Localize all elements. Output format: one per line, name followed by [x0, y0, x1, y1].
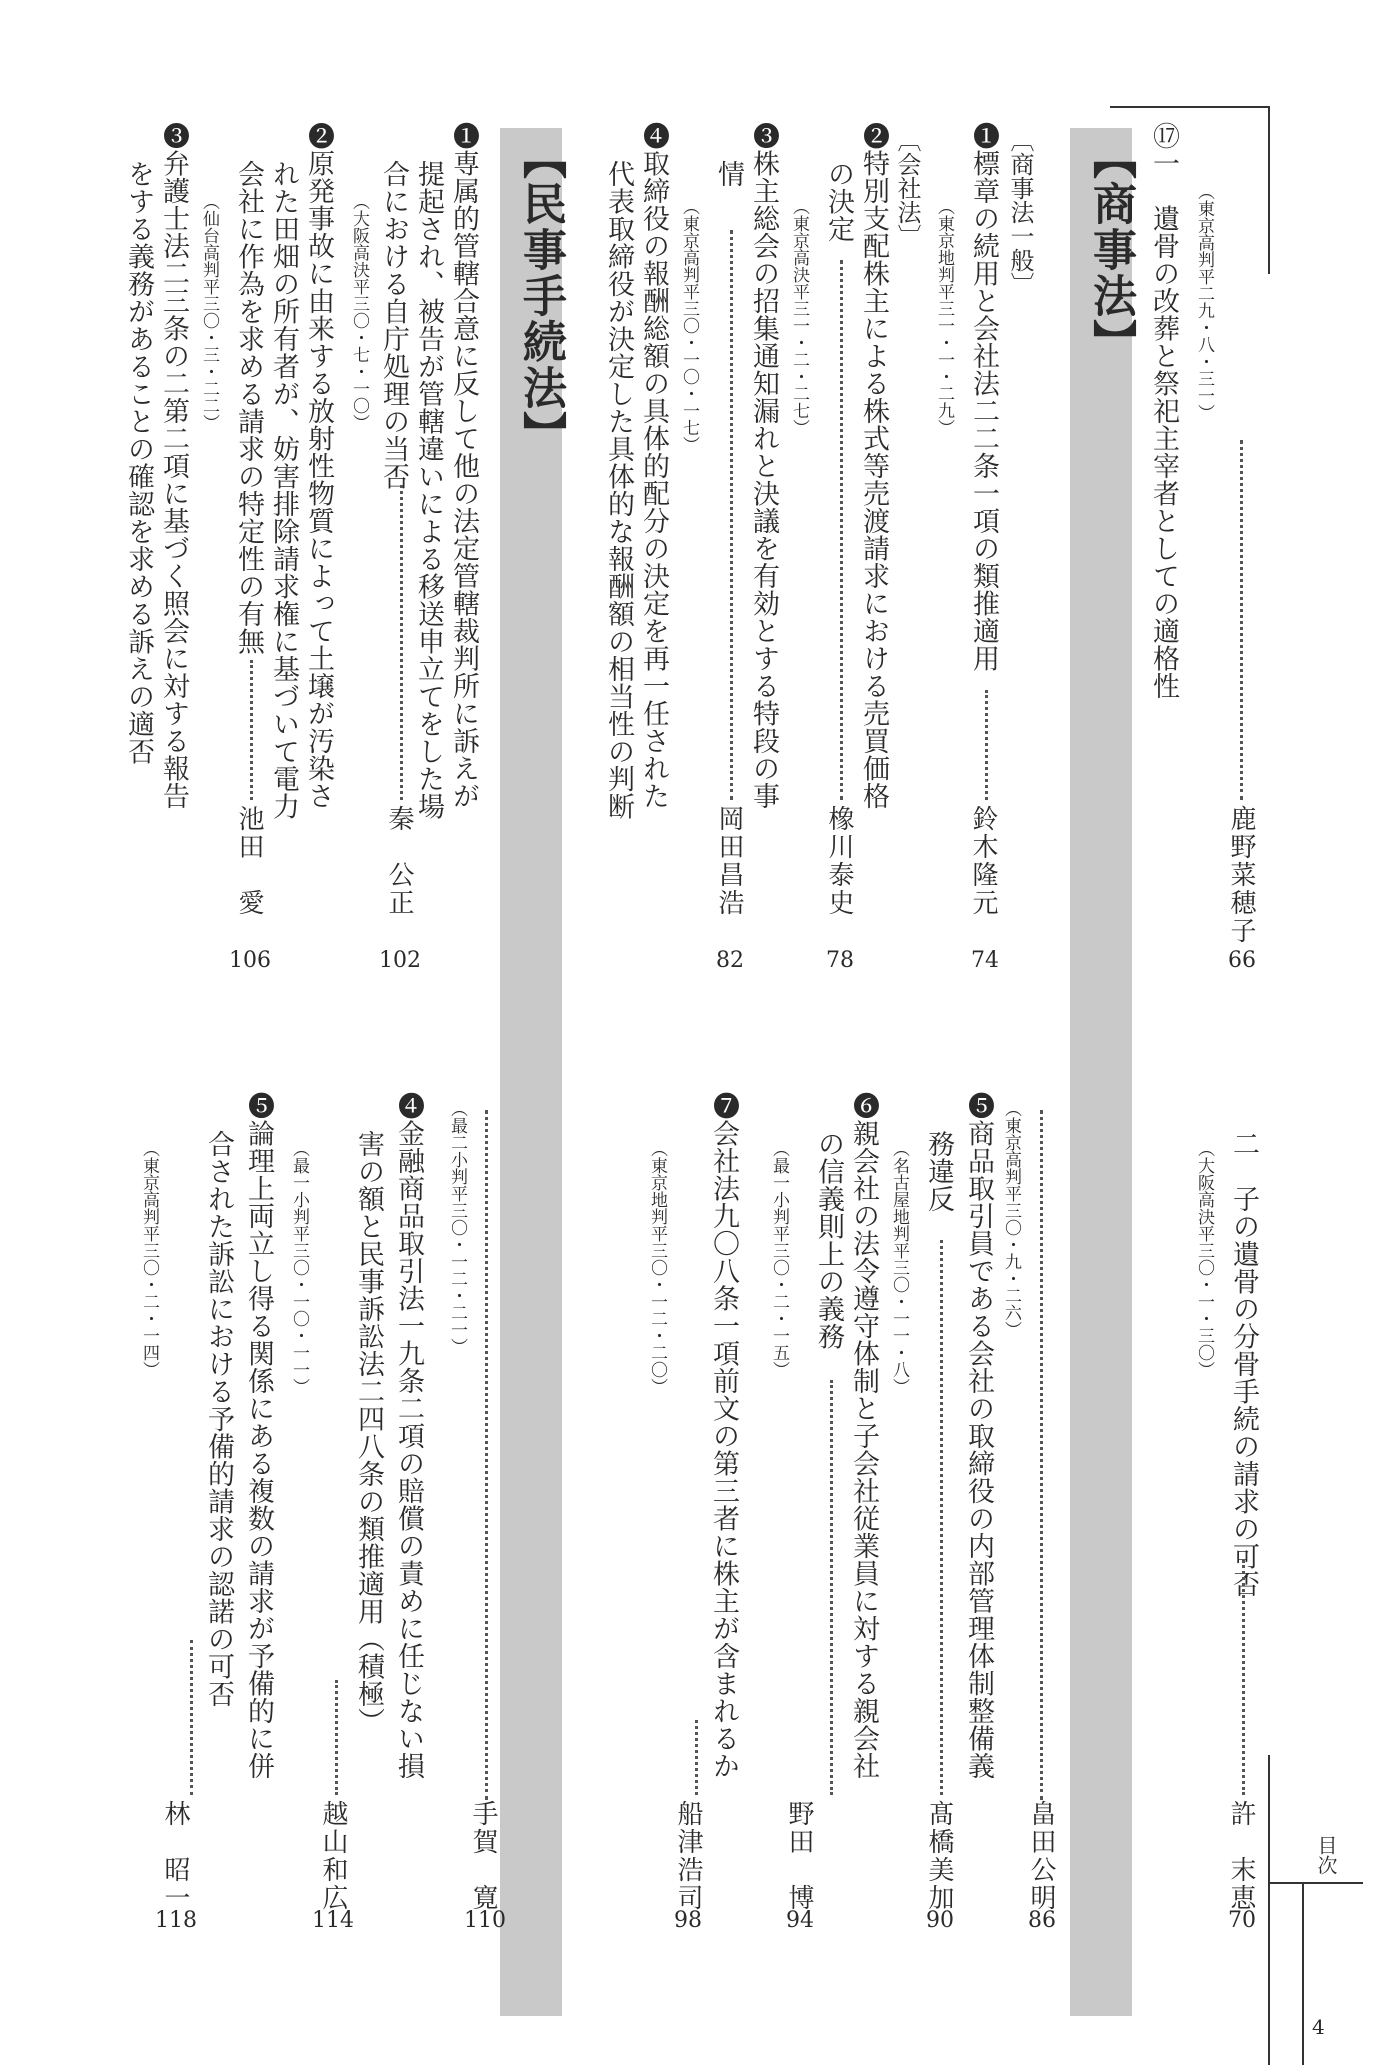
entry-title-continued: 務違反	[923, 1130, 954, 1213]
top-right-bracket-vertical	[1268, 106, 1270, 274]
court-citation: （大阪高決平三〇・七・一〇）	[349, 193, 369, 431]
author-name: 林 昭一	[160, 1800, 190, 1912]
page-ref: 90	[926, 1908, 954, 1933]
leader-dots	[190, 1640, 193, 1795]
entry-title-continued: れた田畑の所有者が、妨害排除請求権に基づいて電力	[268, 160, 299, 820]
leader-dots	[335, 1680, 338, 1795]
leader-dots	[695, 1720, 698, 1795]
court-citation: （東京地判平三一・一・二九）	[934, 198, 954, 436]
page-ref: 102	[379, 948, 421, 973]
entry-title-continued: の決定	[823, 160, 854, 243]
margin-rule-horizontal	[1268, 1882, 1363, 1884]
leader-dots	[940, 1240, 943, 1795]
leader-dots	[1240, 440, 1243, 800]
subhead-general: 〔商事法一般〕	[1006, 128, 1034, 296]
author-name: 許 末恵	[1226, 1800, 1256, 1912]
entry-title: ❹金融商品取引法一九条二項の賠償の責めに任じない損	[393, 1092, 424, 1780]
entry-title: ❷原発事故に由来する放射性物質によって土壌が汚染さ	[303, 122, 334, 810]
leader-dots	[730, 230, 733, 800]
entry-title-continued: 代表取締役が決定した具体的な報酬額の相当性の判断	[603, 160, 634, 820]
entry-title: ❻親会社の法令遵守体制と子会社従業員に対する親会社	[848, 1092, 879, 1780]
leader-dots	[830, 1380, 833, 1795]
court-citation: （東京地判平三〇・一二・二〇）	[647, 1140, 667, 1395]
court-citation: （最一小判平三〇・一〇・一一）	[289, 1140, 309, 1395]
court-citation: （仙台高判平三〇・三・二二）	[199, 193, 219, 431]
margin-rule-vertical	[1302, 1882, 1304, 2065]
page-ref: 114	[312, 1908, 354, 1933]
leader-dots	[985, 690, 988, 800]
page-ref: 94	[786, 1908, 814, 1933]
page-ref: 118	[155, 1908, 197, 1933]
page-ref: 110	[464, 1908, 506, 1933]
entry-title-continued: 会社に作為を求める請求の特定性の有無	[233, 160, 264, 655]
page-number: 4	[1312, 2015, 1325, 2039]
author-name: 船津浩司	[673, 1800, 703, 1912]
leader-dots	[1040, 1110, 1043, 1800]
leader-dots	[840, 260, 843, 800]
entry-title-continued: 合における自庁処理の当否	[378, 160, 409, 490]
leader-dots	[1242, 1560, 1245, 1795]
subhead-company: 〔会社法〕	[893, 128, 921, 248]
entry-title-continued: 害の額と民事訴訟法二四八条の類推適用（積極）	[353, 1130, 384, 1735]
court-citation: （大阪高決平三〇・一・三〇）	[1194, 1140, 1214, 1378]
leader-dots	[485, 1110, 488, 1800]
author-name: 岡田昌浩	[714, 805, 744, 917]
court-citation: （最二小判平三〇・一二・二一）	[447, 1100, 467, 1355]
author-name: 越山和広	[318, 1800, 348, 1912]
court-citation: （名古屋地判平三〇・一一・八）	[889, 1140, 909, 1395]
author-name: 秦 公正	[384, 805, 414, 917]
entry-title-continued: の信義則上の義務	[813, 1130, 844, 1350]
section-header-civil-procedure: 【民事手続法】	[515, 135, 566, 457]
court-citation: （東京高判平三〇・九・二六）	[1001, 1100, 1021, 1338]
page-ref: 98	[674, 1908, 702, 1933]
entry-title: ❹取締役の報酬総額の具体的配分の決定を再一任された	[638, 122, 669, 810]
section-header-commercial: 【商事法】	[1085, 135, 1136, 365]
entry-title-continued: 提起され、被告が管轄違いによる移送申立てをした場	[413, 160, 444, 820]
entry-title: ⑰一 遺骨の改葬と祭祀主宰者としての適格性	[1148, 122, 1179, 700]
page-ref: 82	[716, 948, 744, 973]
author-name: 髙橋美加	[924, 1800, 954, 1912]
author-name: 手賀 寛	[468, 1800, 498, 1912]
court-citation: （東京高判平三〇・一〇・一七）	[679, 198, 699, 453]
author-name: 橡川泰史	[824, 805, 854, 917]
entry-title: ❼会社法九〇八条一項前文の第三者に株主が含まれるか	[708, 1092, 739, 1780]
author-name: 池田 愛	[234, 805, 264, 917]
author-name: 鈴木隆元	[968, 805, 998, 917]
entry-title-continued: 情	[713, 160, 744, 188]
leader-dots	[250, 660, 253, 800]
entry-title-continued: をする義務があることの確認を求める訴えの適否	[123, 160, 154, 765]
court-citation: （東京高判平二九・八・三一）	[1194, 183, 1214, 421]
entry-title: ❷特別支配株主による株式等売渡請求における売買価格	[858, 122, 889, 810]
court-citation: （東京高判平三〇・二・一四）	[139, 1140, 159, 1378]
author-name: 畠田公明	[1026, 1800, 1056, 1912]
entry-title: ❸弁護士法二三条の二第二項に基づく照会に対する報告	[158, 122, 189, 810]
section-band-commercial	[1070, 128, 1132, 2016]
entry-title: ❺商品取引員である会社の取締役の内部管理体制整備義	[963, 1092, 994, 1780]
page-ref: 74	[971, 948, 999, 973]
entry-title: ❶専属的管轄合意に反して他の法定管轄裁判所に訴えが	[448, 122, 479, 810]
side-label: 目次	[1314, 1835, 1338, 1875]
entry-title: 二 子の遺骨の分骨手続の請求の可否	[1228, 1130, 1259, 1598]
page-ref: 66	[1228, 948, 1256, 973]
court-citation: （東京高決平三一・二・二七）	[789, 198, 809, 436]
court-citation: （最一小判平三〇・二・一五）	[769, 1140, 789, 1378]
bottom-right-rule-vertical	[1268, 1755, 1270, 2065]
author-name: 鹿野菜穂子	[1226, 805, 1256, 945]
author-name: 野田 博	[784, 1800, 814, 1912]
leader-dots	[400, 485, 403, 800]
page-ref: 70	[1228, 1908, 1256, 1933]
page-ref: 78	[826, 948, 854, 973]
page-ref: 86	[1028, 1908, 1056, 1933]
page-ref: 106	[229, 948, 271, 973]
top-right-bracket-horizontal	[1110, 106, 1270, 108]
entry-title: ❶標章の続用と会社法二二条一項の類推適用	[968, 122, 999, 672]
entry-title: ❺論理上両立し得る関係にある複数の請求が予備的に併	[243, 1092, 274, 1780]
entry-title: ❸株主総会の招集通知漏れと決議を有効とする特段の事	[748, 122, 779, 810]
entry-title-continued: 合された訴訟における予備的請求の認諾の可否	[203, 1130, 234, 1708]
